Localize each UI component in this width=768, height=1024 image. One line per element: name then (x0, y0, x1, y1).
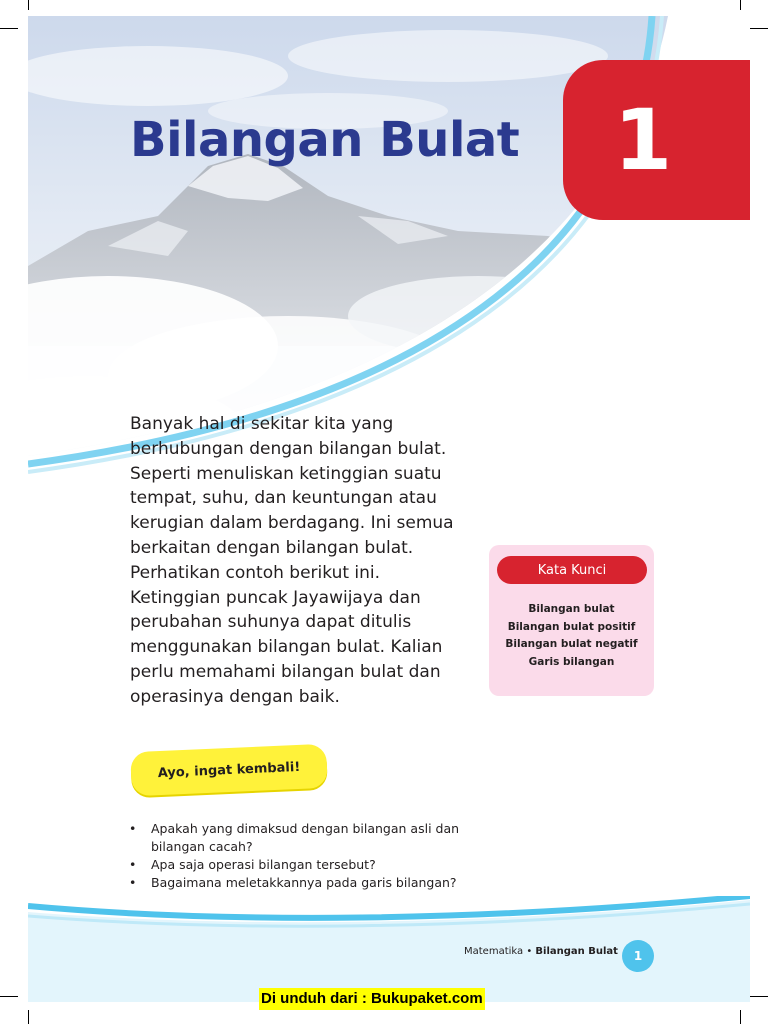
crop-mark (0, 996, 18, 997)
review-question: • Bagaimana meletakkannya pada garis bilangan? (126, 874, 496, 892)
chapter-title: Bilangan Bulat (130, 112, 520, 168)
crop-mark (740, 1010, 741, 1024)
key-term: Bilangan bulat (528, 603, 615, 615)
running-footer (464, 946, 618, 957)
key-term: Bilangan bulat negatif (505, 638, 638, 650)
chapter-number: 1 (613, 91, 673, 189)
page-number: 1 (622, 940, 654, 972)
crop-mark (28, 0, 29, 10)
footer-chapter: Bilangan Bulat (535, 946, 618, 957)
book-page (28, 16, 750, 1002)
crop-mark (750, 996, 768, 997)
crop-mark (750, 28, 768, 29)
key-term: Bilangan bulat positif (507, 620, 636, 633)
key-terms-box (489, 545, 654, 696)
crop-mark (0, 28, 18, 29)
remember-label: Ayo, ingat kembali! (130, 744, 328, 797)
key-terms-list (489, 601, 654, 671)
review-question: • Apa saja operasi bilangan tersebut? (126, 856, 496, 874)
footer-subject: Matematika (464, 946, 524, 957)
crop-mark (28, 1010, 29, 1024)
key-terms-header: Kata Kunci (497, 556, 647, 584)
review-question: • Apakah yang dimaksud dengan bilangan asli dan bilangan cacah? (126, 820, 496, 856)
crop-mark (740, 0, 741, 10)
review-question-list (126, 820, 496, 892)
footer-separator: • (523, 946, 536, 957)
intro-paragraph: Banyak hal di sekitar kita yang berhubungan dengan bilangan bulat. Seperti menuliskan ketinggian suatu tempat, suhu, dan keuntungan atau kerugian dalam berdagang. Ini semua berkaitan dengan bilangan bulat. Perhatikan contoh berikut ini. Ketinggian puncak Jayawijaya dan perubahan suhunya dapat ditulis menggunakan bilangan bulat. Kalian perlu memahami bilangan bulat dan operasinya dengan baik. (130, 414, 454, 707)
download-source-note: Di unduh dari : Bukupaket.com (259, 988, 485, 1010)
key-term: Garis bilangan (528, 655, 615, 668)
